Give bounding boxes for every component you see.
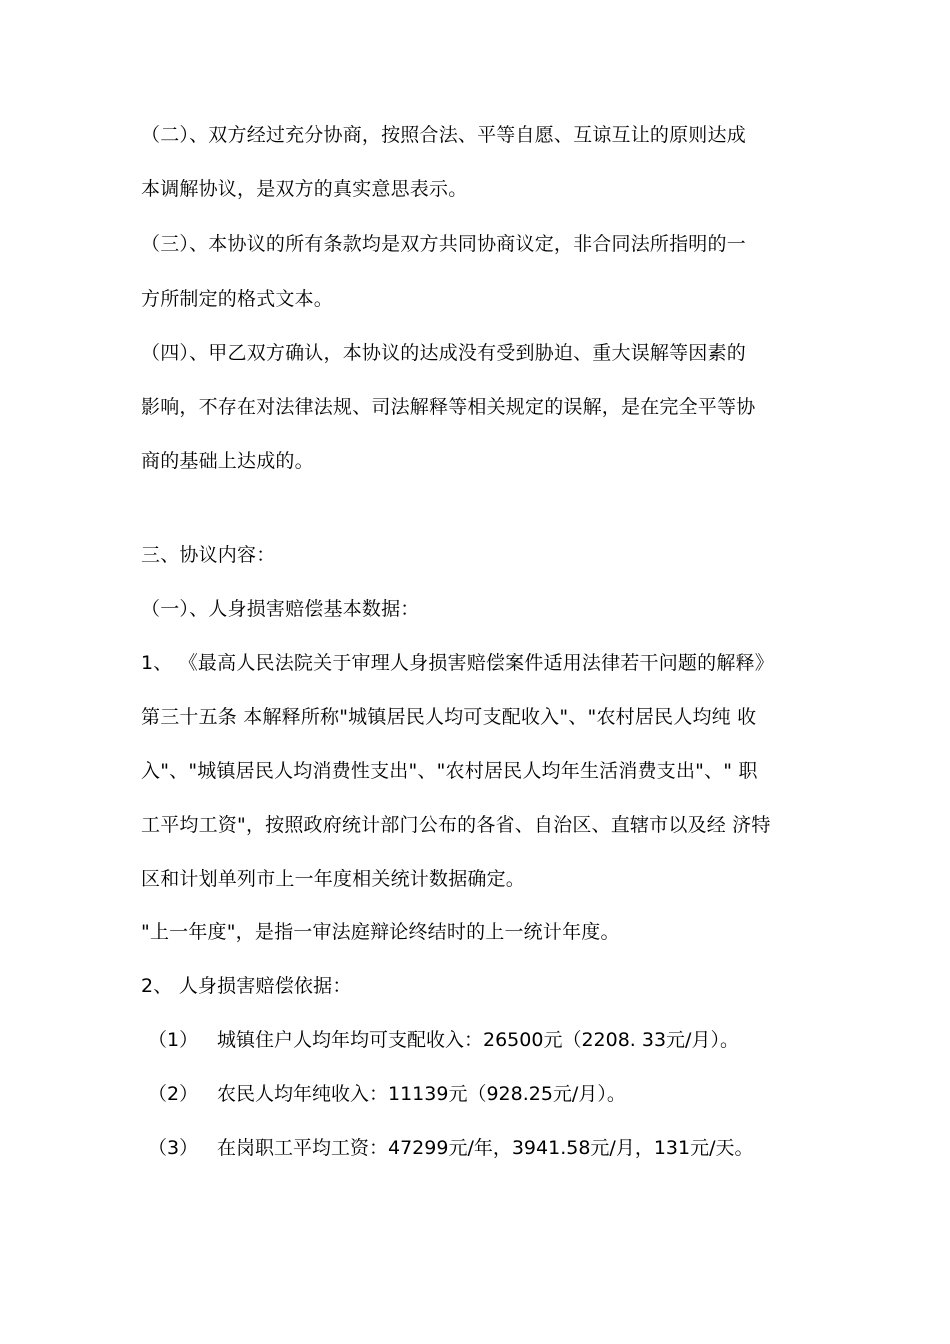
item-one-line-2: 第三十五条 本解释所称"城镇居民人均可支配收入"、"农村居民人均纯 收 <box>141 706 757 728</box>
subsection-one-heading: （一）、人身损害赔偿基本数据： <box>141 598 420 620</box>
item-one-line-1: 1、 《最高人民法院关于审理人身损害赔偿案件适用法律若干问题的解释》 <box>141 652 774 674</box>
item-one-line-5: 区和计划单列市上一年度相关统计数据确定。 <box>141 868 526 890</box>
basis-item-text: 城镇住户人均年均可支配收入：26500元（2208. 33元/月）。 <box>217 1029 739 1051</box>
paragraph-four-line-3: 商的基础上达成的。 <box>141 450 314 472</box>
basis-item-number: （2） <box>148 1083 199 1105</box>
section-three-heading: 三、协议内容： <box>141 544 276 566</box>
paragraph-three-line-2: 方所制定的格式文本。 <box>141 288 334 310</box>
basis-item-number: （1） <box>148 1029 199 1051</box>
paragraph-four-line-2: 影响，不存在对法律法规、司法解释等相关规定的误解，是在完全平等协 <box>141 396 756 418</box>
item-one-line-3: 入"、"城镇居民人均消费性支出"、"农村居民人均年生活消费支出"、" 职 <box>141 760 758 782</box>
paragraph-three-line-1: （三）、本协议的所有条款均是双方共同协商议定，非合同法所指明的一 <box>141 233 746 255</box>
item-two-heading: 2、 人身损害赔偿依据： <box>141 975 352 997</box>
basis-item-text: 在岗职工平均工资：47299元/年，3941.58元/月，131元/天。 <box>217 1137 754 1159</box>
basis-item-number: （3） <box>148 1137 199 1159</box>
basis-item-text: 农民人均年纯收入：11139元（928.25元/月）。 <box>217 1083 626 1105</box>
item-one-line-4: 工平均工资"，按照政府统计部门公布的各省、自治区、直辖市以及经 济特 <box>141 814 771 836</box>
paragraph-two-line-2: 本调解协议，是双方的真实意思表示。 <box>141 178 468 200</box>
paragraph-four-line-1: （四）、甲乙双方确认，本协议的达成没有受到胁迫、重大误解等因素的 <box>141 342 746 364</box>
paragraph-two-line-1: （二）、双方经过充分协商，按照合法、平等自愿、互谅互让的原则达成 <box>141 124 746 146</box>
previous-year-note: "上一年度"，是指一审法庭辩论终结时的上一统计年度。 <box>141 921 620 943</box>
